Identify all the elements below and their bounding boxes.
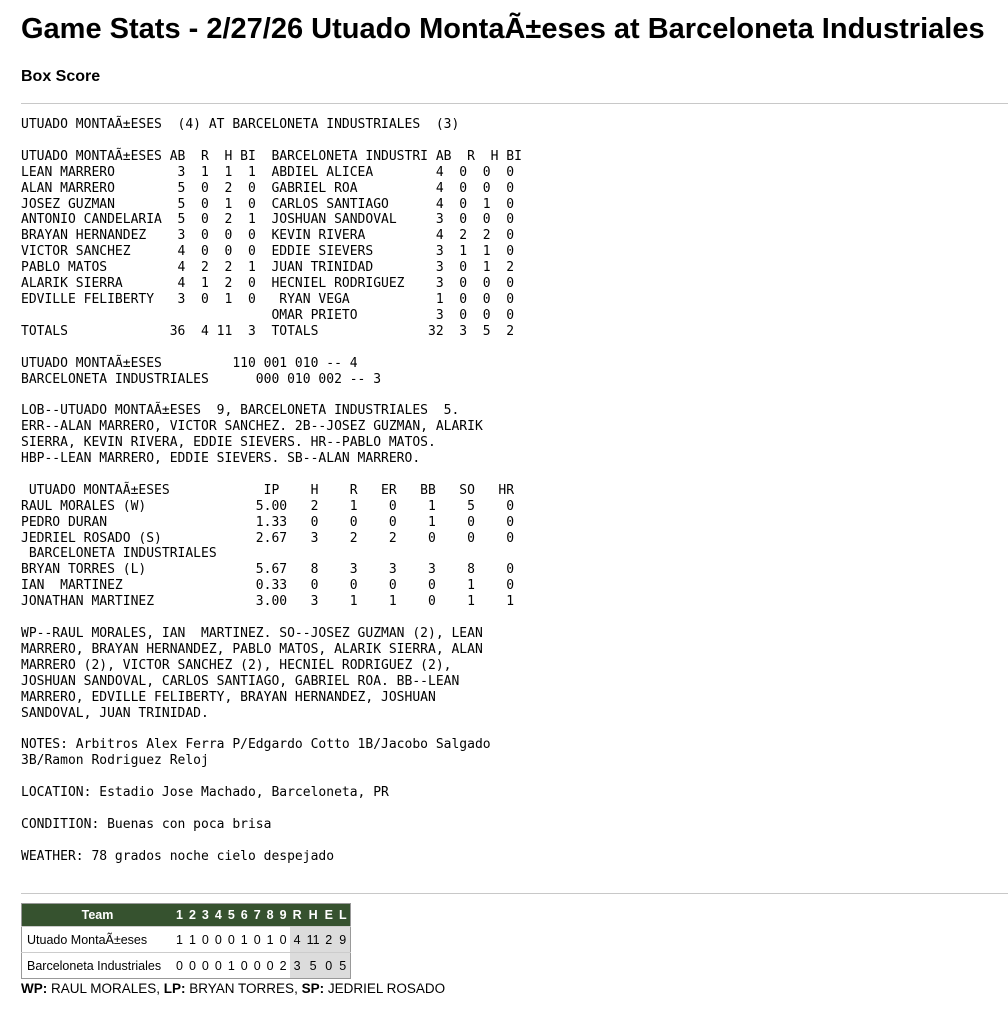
linescore-errors-cell: 2 — [322, 927, 336, 953]
page-title: Game Stats - 2/27/26 Utuado MontaÃ±eses at Barceloneta Industriales — [21, 13, 985, 45]
linescore-header-errors: E — [322, 904, 336, 927]
winning-pitcher: RAUL MORALES, — [47, 981, 164, 996]
linescore-header-team: Team — [22, 904, 174, 927]
linescore-team-name: Barceloneta Industriales — [22, 953, 174, 979]
linescore-inning-cell: 2 — [277, 953, 290, 979]
linescore-header-inning: 1 — [173, 904, 186, 927]
linescore-header-inning: 3 — [199, 904, 212, 927]
linescore-header-inning: 4 — [212, 904, 225, 927]
linescore-header-inning: 2 — [186, 904, 199, 927]
linescore-inning-cell: 0 — [186, 953, 199, 979]
divider-top — [21, 103, 1008, 104]
linescore-inning-cell: 0 — [173, 953, 186, 979]
linescore-header-inning: 7 — [251, 904, 264, 927]
linescore-container — [21, 903, 351, 979]
pitching-decisions — [21, 981, 445, 996]
linescore-runs-cell: 4 — [290, 927, 305, 953]
linescore-inning-cell: 0 — [225, 927, 238, 953]
linescore-hits-cell: 11 — [305, 927, 322, 953]
linescore-hits-cell: 5 — [305, 953, 322, 979]
linescore-row-away — [22, 927, 351, 953]
linescore-inning-cell: 0 — [251, 953, 264, 979]
linescore-header-lob: L — [336, 904, 350, 927]
linescore-runs-cell: 3 — [290, 953, 305, 979]
wp-label: WP: — [21, 981, 48, 996]
linescore-errors-cell: 0 — [322, 953, 336, 979]
linescore-header-inning: 5 — [225, 904, 238, 927]
linescore-inning-cell: 1 — [225, 953, 238, 979]
lp-label: LP: — [163, 981, 186, 996]
linescore-inning-cell: 1 — [238, 927, 251, 953]
linescore-header-row — [22, 904, 351, 927]
linescore-header-inning: 8 — [264, 904, 277, 927]
linescore-header-runs: R — [290, 904, 305, 927]
box-score-text: UTUADO MONTAÃ±ESES (4) AT BARCELONETA INDUSTRIALES (3) UTUADO MONTAÃ±ESES AB R H BI BARCELONETA INDUSTRI AB R H BI LEAN MARRERO 3 1 1 1 ABDIEL ALICEA 4 0 0 0 ALAN MARRERO 5 0 2 0 GABRIEL ROA 4 0 0 0 JOSEZ GUZMAN 5 0 1 0 CARLOS SANTIAGO 4 0 1 0 ANTONIO CANDELARIA 5 0 2 1 JOSHUAN SANDOVAL 3 0 0 0 BRAYAN HERNANDEZ 3 0 0 0 KEVIN RIVERA 4 2 2 0 VICTOR SANCHEZ 4 0 0 0 EDDIE SIEVERS 3 1 1 0 PABLO MATOS 4 2 2 1 JUAN TRINIDAD 3 0 1 2 ALARIK SIERRA 4 1 2 0 HECNIEL RODRIGUEZ 3 0 0 0 EDVILLE FELIBERTY 3 0 1 0 RYAN VEGA 1 0 0 0 OMAR PRIETO 3 0 0 0 TOTALS 36 4 11 3 TOTALS 32 3 5 2 UTUADO MONTAÃ±ESES 110 001 010 -- 4 BARCELONETA INDUSTRIALES 000 010 002 -- 3 LOB--UTUADO MONTAÃ±ESES 9, BARCELONETA INDUSTRIALES 5. ERR--ALAN MARRERO, VICTOR SANCHEZ. 2B--JOSEZ GUZMAN, ALARIK SIERRA, KEVIN RIVERA, EDDIE SIEVERS. HR--PABLO MATOS. HBP--LEAN MARRERO, EDDIE SIEVERS. SB--ALAN MARRERO. UTUADO MONTAÃ±ESES IP H R ER BB SO HR RAUL MORALES (W) 5.00 2 1 0 1 5 0 PEDRO DURAN 1.33 0 0 0 1 0 0 JEDRIEL ROSADO (S) 2.67 3 2 2 0 0 0 BARCELONETA INDUSTRIALES BRYAN TORRES (L) 5.67 8 3 3 3 8 0 IAN MARTINEZ 0.33 0 0 0 0 1 0 JONATHAN MARTINEZ 3.00 3 1 1 0 1 1 WP--RAUL MORALES, IAN MARTINEZ. SO--JOSEZ GUZMAN (2), LEAN MARRERO, BRAYAN HERNANDEZ, PABLO MATOS, ALARIK SIERRA, ALAN MARRERO (2), VICTOR SANCHEZ (2), HECNIEL RODRIGUEZ (2), JOSHUAN SANDOVAL, CARLOS SANTIAGO, GABRIEL ROA. BB--LEAN MARRERO, EDVILLE FELIBERTY, BRAYAN HERNANDEZ, JOSHUAN SANDOVAL, JUAN TRINIDAD. NOTES: Arbitros Alex Ferra P/Edgardo Cotto 1B/Jacobo Salgado 3B/Ramon Rodriguez Reloj LOCATION: Estadio Jose Machado, Barceloneta, PR CONDITION: Buenas con poca brisa WEATHER: 78 grados noche cielo despejado — [21, 117, 522, 864]
linescore-inning-cell: 0 — [251, 927, 264, 953]
linescore-inning-cell: 0 — [212, 927, 225, 953]
linescore-inning-cell: 1 — [264, 927, 277, 953]
linescore-team-name: Utuado MontaÃ±eses — [22, 927, 174, 953]
linescore-inning-cell: 0 — [199, 927, 212, 953]
linescore-row-home — [22, 953, 351, 979]
linescore-lob-cell: 9 — [336, 927, 350, 953]
linescore-inning-cell: 1 — [186, 927, 199, 953]
linescore-lob-cell: 5 — [336, 953, 350, 979]
linescore-header-inning: 6 — [238, 904, 251, 927]
linescore-inning-cell: 1 — [173, 927, 186, 953]
linescore-inning-cell: 0 — [199, 953, 212, 979]
linescore-header-inning: 9 — [277, 904, 290, 927]
linescore-inning-cell: 0 — [238, 953, 251, 979]
linescore-inning-cell: 0 — [212, 953, 225, 979]
linescore-inning-cell: 0 — [264, 953, 277, 979]
linescore-header-hits: H — [305, 904, 322, 927]
losing-pitcher: BRYAN TORRES, — [185, 981, 302, 996]
section-title-box-score: Box Score — [21, 68, 101, 85]
save-pitcher: JEDRIEL ROSADO — [324, 981, 446, 996]
sp-label: SP: — [301, 981, 325, 996]
linescore-table — [21, 903, 351, 979]
divider-bottom — [21, 893, 1008, 894]
linescore-inning-cell: 0 — [277, 927, 290, 953]
